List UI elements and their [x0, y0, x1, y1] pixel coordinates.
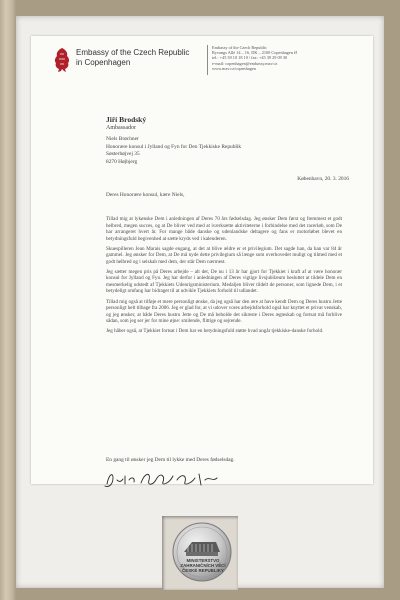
letter-date: København, 20. 3. 2016 — [297, 176, 349, 182]
letterhead-divider — [207, 45, 208, 75]
medal-inscription-line: ZAHRANIČNÍCH VĚCÍ — [180, 563, 226, 568]
sender-block — [106, 115, 146, 131]
medal-coin — [172, 522, 232, 582]
embassy-name: Embassy of the Czech Republic in Copenhagen — [76, 48, 190, 67]
letter-body — [106, 216, 342, 338]
paragraph: Skuespilleren Jean Marais sagde engang, at det at blive ældre er et privilegium. Det sagde han, da han var 84 år gammel. Jeg ønsker for Dem, at De må nyde dette privilegium så længe som overhovedet muligt og tilmed med et godt helbred og i selskab med dem, der står Dem nærmest. — [106, 245, 342, 265]
recipient-address: Niels Brøchner Honorære konsul i Jylland og Fyn for Den Tjekkiske Republik Søsterhøjvej 35 8270 Højbjerg — [106, 136, 242, 165]
letter-document — [31, 36, 373, 484]
closing-line: En gang til ønsker jeg Dem til lykke med Deres fødselsdag. — [106, 457, 235, 463]
sender-role: Ambassador — [106, 125, 136, 131]
handwritten-signature — [101, 470, 261, 490]
salutation: Deres Honorære konsul, kære Niels, — [106, 192, 185, 198]
paragraph: Tillad mig at lykønske Dem i anledningen af Deres 70 års fødselsdag. Jeg ønsker Dem først og fremmest et godt helbred, megen succes, og at De bliver ved med at iværksætte aktiviteterne i forbindelse med det racerløb, som De har arrangeret hvert år. For mange både danske og udenlandske deltagere og fans er motorløbet blevet en betydningsfuld begivenhed at sætte kryds ved i kalenderen. — [106, 216, 342, 242]
medal-inscription-line: MINISTERSTVO — [186, 558, 220, 563]
medal-inscription-line: ČESKÉ REPUBLIKY — [182, 568, 224, 573]
paragraph: Tillad mig også at tilføje et mere personligt ønske, da jeg også har den ære at have kendt Dem og Deres hustru Jette personligt helt tilbage fra 2006. Jeg er glad for, at vi udover vores arbejdsforhold også har knyttet et privat venskab, og jeg ønsker, at både Deres hustru Jette og De må beholde det sikreste i Deres ægteskab og fortsat må forblive sådan, som jeg ser jer for mine øjne: smilende, flittige og sejrende. — [106, 298, 342, 325]
embassy-address: Embassy of the Czech Republic Ryvangs Allé 14 – 16, DK – 2100 Copenhagen Ø tel.: +45 39 10 18 10 / fax: +45 39 29 09 30 e-mail: copenhagen@embassy.mzv.cz www.mzv.cz/copenhagen — [212, 45, 298, 71]
paragraph: Jeg håber også, at Tjekkiet fortsat i Dem har en betydningsfuld støtte hvad angår tjekkiske-danske forhold. — [106, 328, 324, 335]
sender-name: Jiří Brodský — [106, 115, 147, 124]
medal-window — [162, 516, 238, 590]
paragraph: Jeg sætter megen pris på Deres arbejde – alt det, De nu i 13 år har gjort for Tjekkiet i kraft af at være honorær konsul for Jylland og Fyn. Jeg har derfor i anledningen af Deres vigtige livsjubilæum besluttet at tildele Dem en mesmerkelig udstedt af Tjekkiets Udenrigsministerium. Medaljen bliver tildelt de personer, som lignede Dem, i et betydeligt omfang har bidraget til at udvikle Tjekkiets forhold til udlandet. — [106, 268, 342, 295]
czech-lion-emblem-icon — [52, 47, 72, 73]
